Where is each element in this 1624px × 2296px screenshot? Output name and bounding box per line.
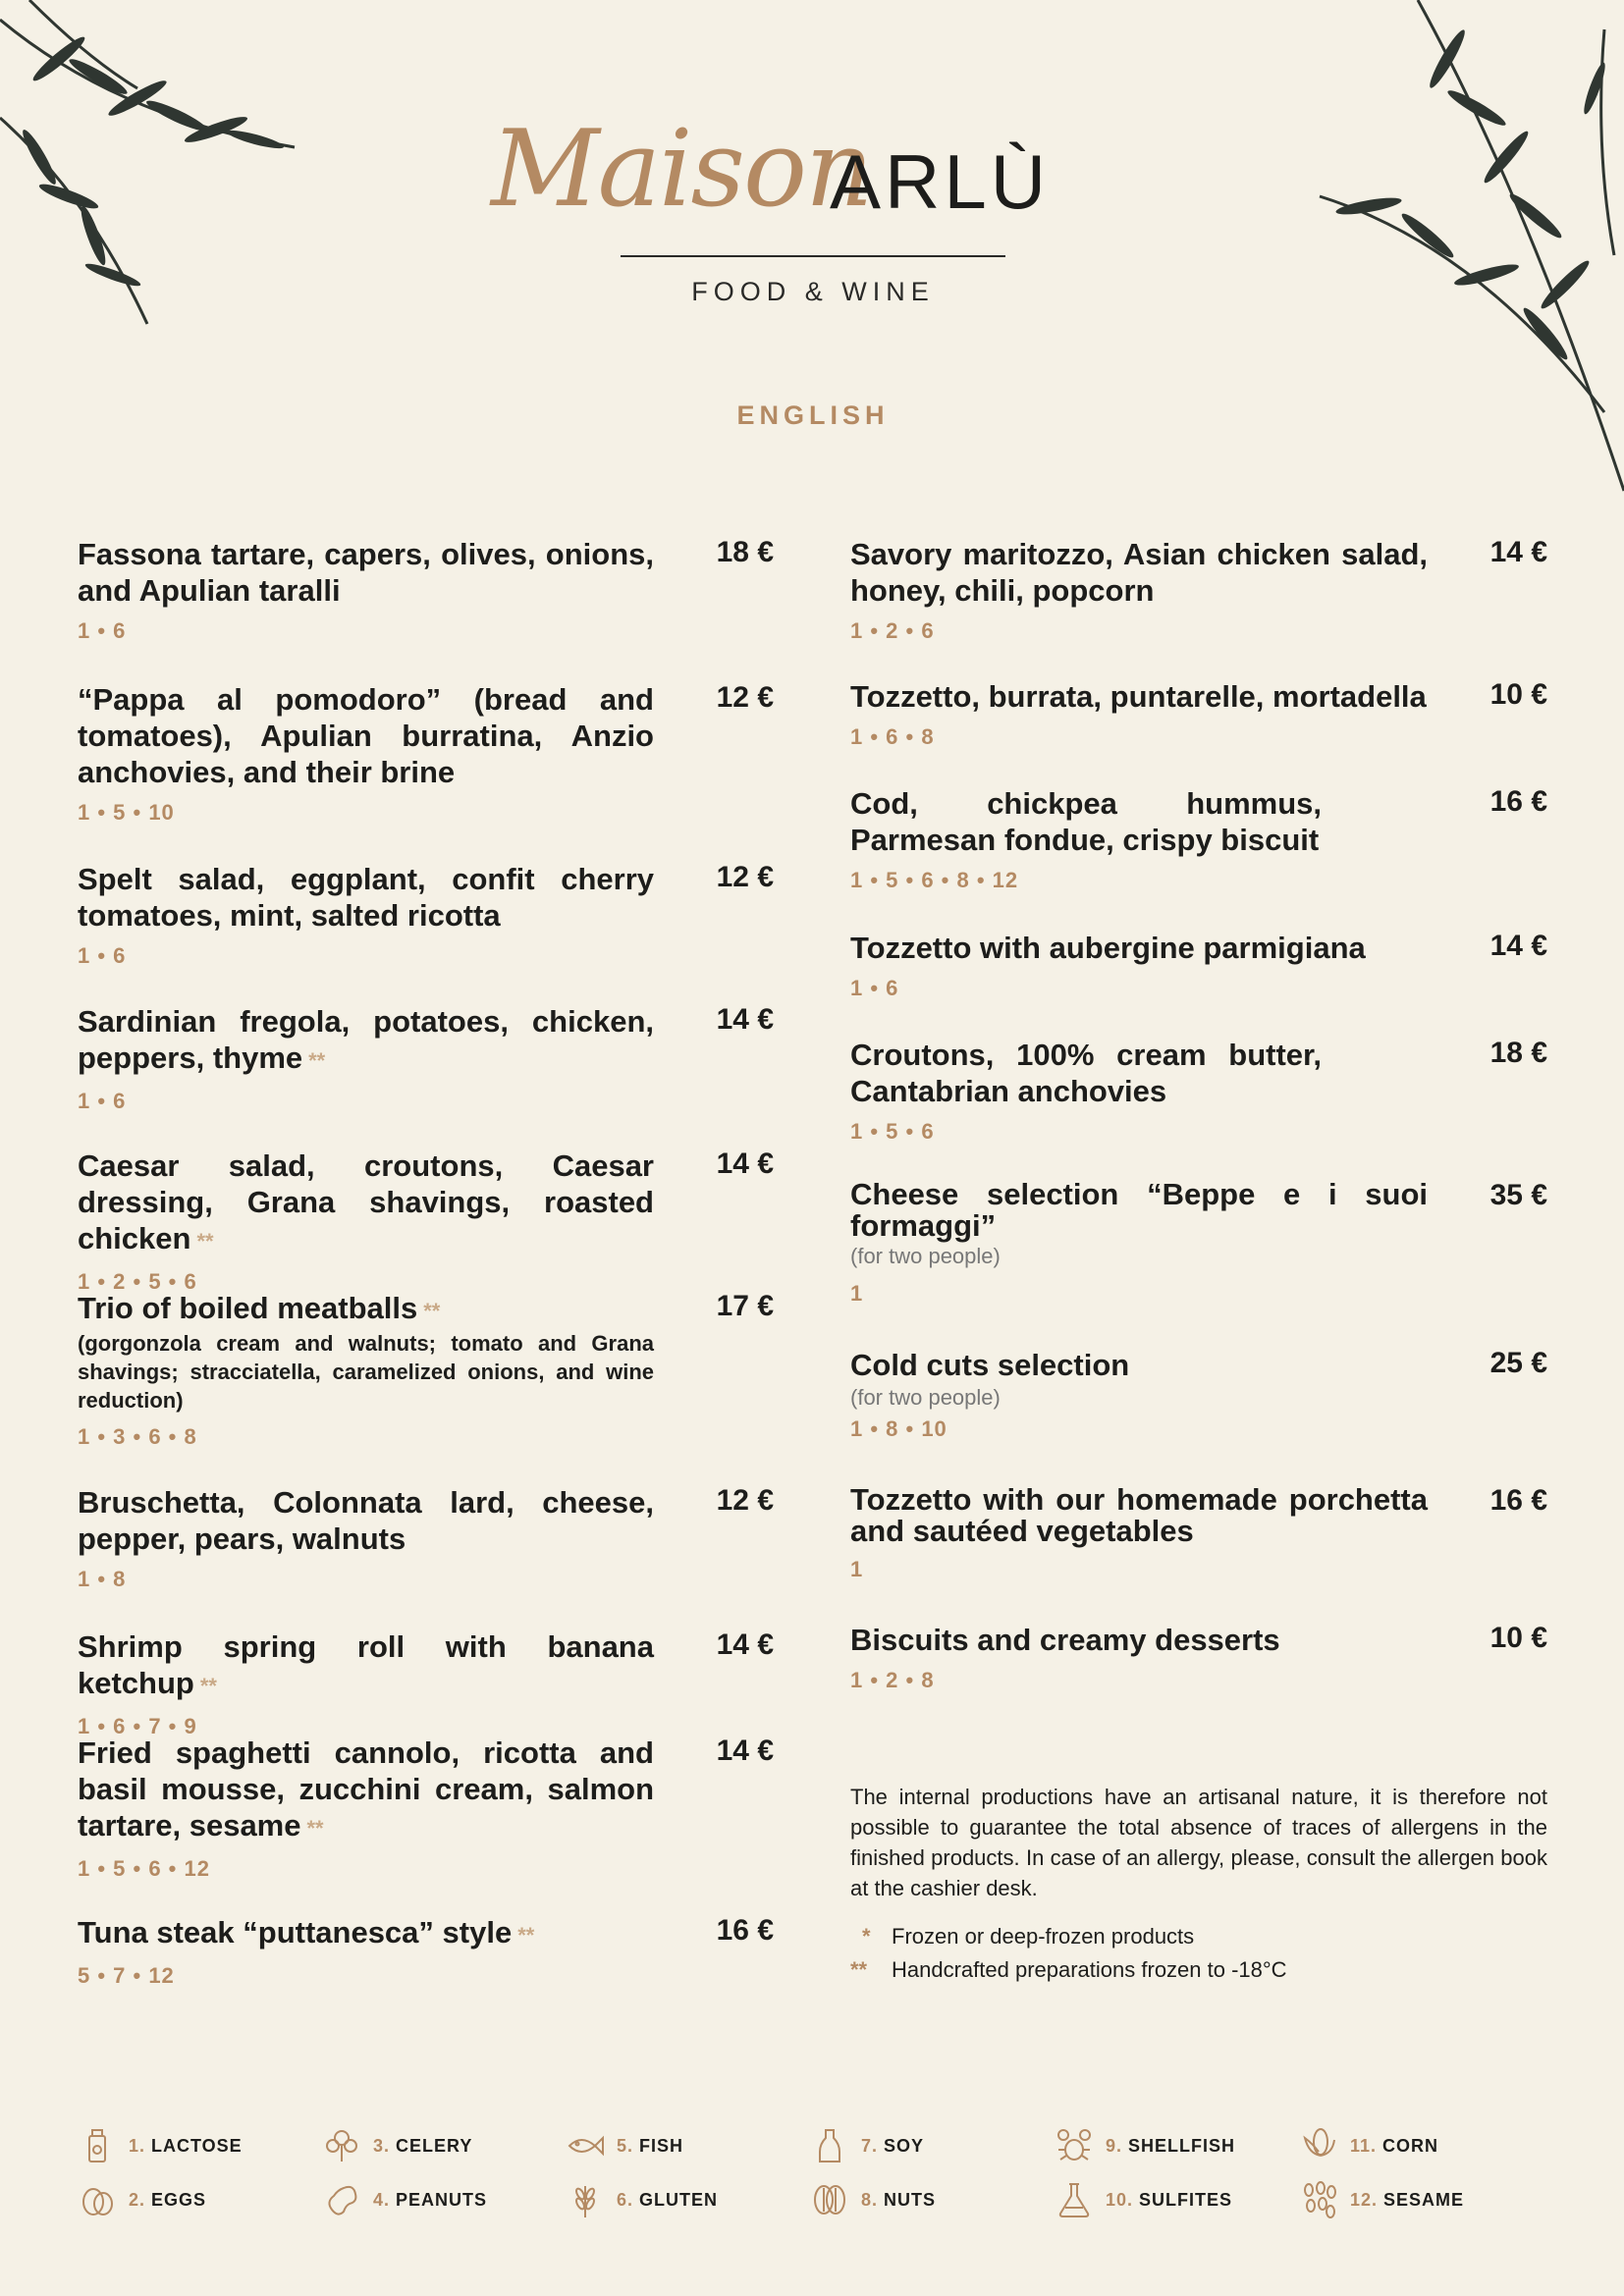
item-price: 12 €	[716, 1484, 774, 1517]
allergen-label: SHELLFISH	[1128, 2135, 1236, 2156]
leaf-decoration-left-icon	[0, 0, 314, 393]
shellfish-icon	[1055, 2126, 1094, 2165]
allergen-key-sesame	[1299, 2180, 1464, 2219]
menu-item	[78, 1914, 654, 1991]
menu-item	[850, 930, 1428, 1003]
item-price: 14 €	[716, 1629, 774, 1661]
brand-tagline: FOOD & WINE	[691, 277, 935, 306]
legend-row	[850, 1920, 1547, 1953]
item-allergens: 1 • 6	[78, 618, 127, 643]
allergen-number: 11.	[1350, 2135, 1378, 2156]
item-price: 16 €	[716, 1914, 774, 1947]
brand-script: Maison	[491, 108, 872, 231]
item-allergens: 1 • 2 • 5 • 6	[78, 1269, 197, 1294]
menu-item	[78, 1629, 654, 1741]
item-note: (gorgonzola cream and walnuts; tomato and Grana shavings; stracciatella, caramelized onions, and wine reduction)	[78, 1331, 654, 1413]
menu-item	[850, 1484, 1428, 1584]
item-name: Spelt salad, eggplant, confit cherry tomatoes, mint, salted ricotta	[78, 862, 654, 933]
allergen-label: CELERY	[396, 2135, 473, 2156]
item-allergens: 1 • 2 • 8	[850, 1668, 935, 1692]
allergen-key-soy	[810, 2126, 924, 2165]
menu-item	[78, 536, 654, 646]
item-name: Savory maritozzo, Asian chicken salad, honey, chili, popcorn	[850, 537, 1428, 608]
legend-row	[850, 1953, 1547, 1987]
item-name: Bruschetta, Colonnata lard, cheese, pepper, pears, walnuts	[78, 1485, 654, 1556]
item-allergens: 1 • 3 • 6 • 8	[78, 1424, 197, 1449]
allergen-key-corn	[1299, 2126, 1438, 2165]
item-stars: **	[423, 1299, 441, 1323]
allergen-number: 2.	[129, 2189, 146, 2210]
item-allergens: 1 • 5 • 6 • 8 • 12	[850, 868, 1019, 892]
allergen-number: 10.	[1106, 2189, 1134, 2210]
logo-divider	[621, 255, 1005, 257]
allergen-number: 8.	[861, 2189, 879, 2210]
allergen-number: 5.	[617, 2135, 634, 2156]
item-name: Trio of boiled meatballs	[78, 1291, 418, 1325]
menu-item	[78, 1735, 654, 1884]
item-allergens: 1 • 8 • 10	[850, 1416, 947, 1441]
menu-item	[78, 1290, 654, 1452]
item-allergens: 1 • 8	[78, 1567, 127, 1591]
item-price: 14 €	[1489, 536, 1547, 568]
allergen-label: NUTS	[884, 2189, 937, 2210]
menu-item	[850, 1179, 1428, 1308]
item-note: (for two people)	[850, 1244, 1001, 1268]
item-price: 12 €	[716, 681, 774, 714]
fish-icon	[566, 2126, 605, 2165]
menu-item	[850, 1037, 1322, 1147]
item-name: Biscuits and creamy desserts	[850, 1623, 1280, 1657]
menu-item	[78, 1484, 654, 1594]
item-allergens: 1 • 6 • 7 • 9	[78, 1714, 197, 1738]
legend-text: Handcrafted preparations frozen to -18°C	[892, 1957, 1287, 1982]
legend-mark: *	[862, 1924, 871, 1949]
item-name: “Pappa al pomodoro” (bread and tomatoes), Apulian burratina, Anzio anchovies, and their brine	[78, 682, 654, 789]
item-price: 12 €	[716, 861, 774, 893]
item-allergens: 1	[850, 1557, 864, 1581]
peanuts-icon	[322, 2180, 361, 2219]
allergen-key-sulfites	[1055, 2180, 1232, 2219]
item-name: Fassona tartare, capers, olives, onions, and Apulian taralli	[78, 537, 654, 608]
allergen-key-celery	[322, 2126, 472, 2165]
allergen-label: GLUTEN	[639, 2189, 719, 2210]
item-price: 35 €	[1489, 1179, 1547, 1211]
item-name: Shrimp spring roll with banana ketchup	[78, 1629, 654, 1700]
item-stars: **	[308, 1048, 326, 1073]
gluten-icon	[566, 2180, 605, 2219]
item-allergens: 1 • 6	[78, 1089, 127, 1113]
allergen-label: SOY	[884, 2135, 925, 2156]
item-allergens: 1 • 5 • 10	[78, 800, 175, 825]
language-label: ENGLISH	[736, 400, 890, 430]
menu-item	[78, 1003, 654, 1116]
item-price: 18 €	[716, 536, 774, 568]
allergen-key-shellfish	[1055, 2126, 1235, 2165]
item-price: 10 €	[1489, 1622, 1547, 1654]
menu-item	[78, 1148, 654, 1297]
item-allergens: 1 • 6	[850, 976, 899, 1000]
menu-item	[850, 536, 1428, 646]
allergen-label: SULFITES	[1139, 2189, 1233, 2210]
item-price: 14 €	[1489, 930, 1547, 962]
allergen-label: LACTOSE	[151, 2135, 243, 2156]
menu-item	[78, 681, 654, 828]
item-name: Tozzetto with aubergine parmigiana	[850, 931, 1366, 965]
item-name: Croutons, 100% cream butter, Cantabrian anchovies	[850, 1038, 1322, 1108]
item-name: Cheese selection “Beppe e i suoi formaggi”	[850, 1177, 1428, 1243]
item-name: Tozzetto, burrata, puntarelle, mortadella	[850, 679, 1427, 714]
item-stars: **	[199, 1674, 217, 1698]
item-name: Cod, chickpea hummus, Parmesan fondue, crispy biscuit	[850, 786, 1322, 857]
lactose-icon	[78, 2126, 117, 2165]
item-price: 16 €	[1489, 785, 1547, 818]
item-allergens: 1 • 5 • 6 • 12	[78, 1856, 210, 1881]
item-stars: **	[517, 1923, 535, 1948]
allergen-key-eggs	[78, 2180, 206, 2219]
item-price: 25 €	[1489, 1347, 1547, 1379]
item-note: (for two people)	[850, 1385, 1001, 1410]
sesame-icon	[1299, 2180, 1338, 2219]
allergen-number: 12.	[1350, 2189, 1379, 2210]
item-price: 16 €	[1489, 1484, 1547, 1517]
item-name: Sardinian fregola, potatoes, chicken, peppers, thyme	[78, 1004, 654, 1075]
allergen-key-lactose	[78, 2126, 243, 2165]
menu-item	[850, 1622, 1428, 1695]
menu-item	[78, 861, 654, 971]
brand-logo	[491, 108, 1139, 255]
allergen-number: 9.	[1106, 2135, 1123, 2156]
allergen-key-gluten	[566, 2180, 718, 2219]
allergen-key-nuts	[810, 2180, 936, 2219]
eggs-icon	[78, 2180, 117, 2219]
brand-block: ARLÙ	[830, 138, 1051, 225]
item-price: 18 €	[1489, 1037, 1547, 1069]
item-allergens: 1 • 6 • 8	[850, 724, 935, 749]
item-price: 17 €	[716, 1290, 774, 1322]
frozen-legend	[850, 1920, 1547, 1987]
item-name: Fried spaghetti cannolo, ricotta and basil mousse, zucchini cream, salmon tartare, sesame	[78, 1735, 654, 1842]
soy-icon	[810, 2126, 849, 2165]
menu-item	[850, 678, 1428, 752]
sulfites-icon	[1055, 2180, 1094, 2219]
celery-icon	[322, 2126, 361, 2165]
allergen-number: 1.	[129, 2135, 146, 2156]
allergen-key-peanuts	[322, 2180, 487, 2219]
item-name: Cold cuts selection	[850, 1348, 1130, 1382]
item-stars: **	[306, 1816, 324, 1841]
item-name: Caesar salad, croutons, Caesar dressing, Grana shavings, roasted chicken	[78, 1148, 654, 1255]
item-allergens: 1	[850, 1281, 864, 1306]
item-name: Tuna steak “puttanesca” style	[78, 1915, 513, 1949]
menu-item	[850, 1347, 1428, 1444]
item-price: 14 €	[716, 1148, 774, 1180]
item-price: 14 €	[716, 1735, 774, 1767]
item-allergens: 1 • 2 • 6	[850, 618, 935, 643]
item-allergens: 5 • 7 • 12	[78, 1963, 175, 1988]
leaf-decoration-right-icon	[1310, 0, 1624, 510]
allergen-label: EGGS	[151, 2189, 207, 2210]
allergen-key-fish	[566, 2126, 683, 2165]
allergen-label: CORN	[1382, 2135, 1439, 2156]
allergen-label: FISH	[639, 2135, 684, 2156]
item-allergens: 1 • 6	[78, 943, 127, 968]
item-name: Tozzetto with our homemade porchetta and sautéed vegetables	[850, 1482, 1428, 1548]
item-price: 14 €	[716, 1003, 774, 1036]
legend-mark: **	[850, 1957, 868, 1982]
allergen-number: 6.	[617, 2189, 634, 2210]
allergen-number: 7.	[861, 2135, 879, 2156]
allergen-disclaimer: The internal productions have an artisanal nature, it is therefore not possible to guarantee the total absence of traces of allergens in the finished products. In case of an allergy, please, consult the allergen book at the cashier desk.	[850, 1785, 1547, 1900]
allergen-label: SESAME	[1383, 2189, 1465, 2210]
legend-text: Frozen or deep-frozen products	[892, 1924, 1195, 1949]
item-price: 10 €	[1489, 678, 1547, 711]
allergen-number: 4.	[373, 2189, 391, 2210]
menu-item	[850, 785, 1322, 895]
item-stars: **	[196, 1229, 214, 1254]
corn-icon	[1299, 2126, 1338, 2165]
item-allergens: 1 • 5 • 6	[850, 1119, 935, 1144]
allergen-label: PEANUTS	[396, 2189, 488, 2210]
nuts-icon	[810, 2180, 849, 2219]
allergen-number: 3.	[373, 2135, 391, 2156]
